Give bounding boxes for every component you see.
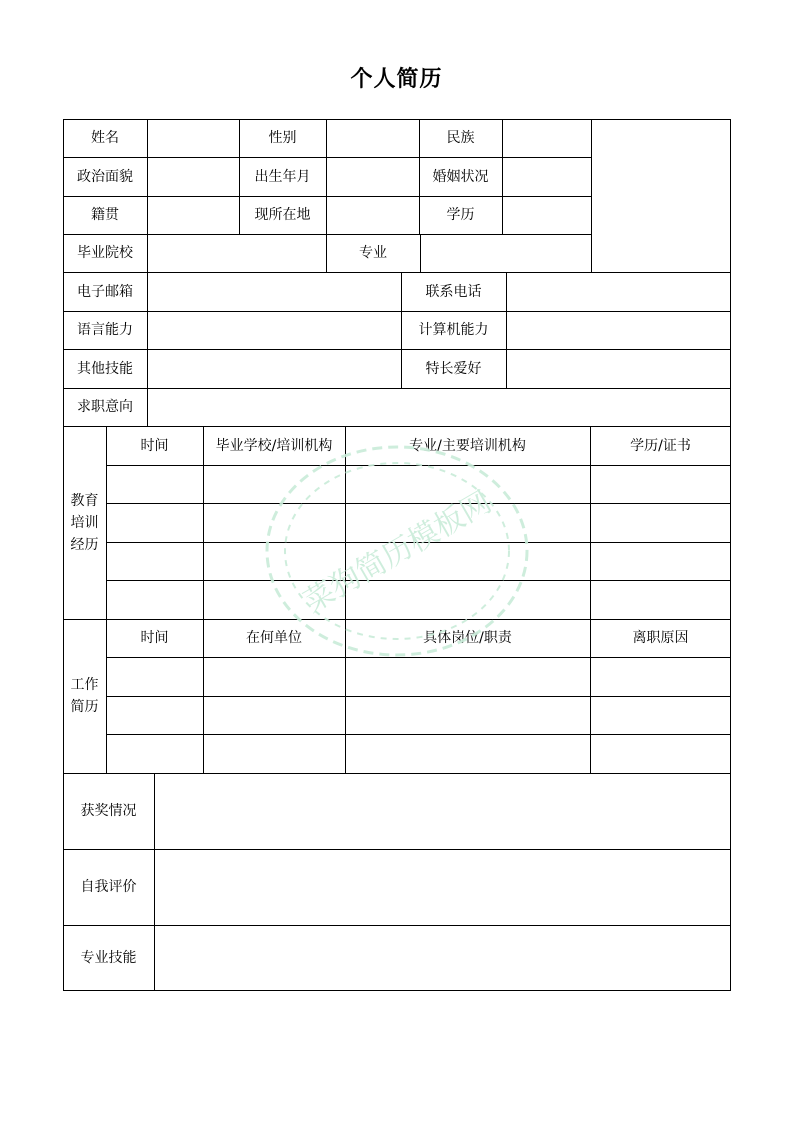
label-ethnicity: 民族 (446, 130, 475, 146)
label-professional-skills: 专业技能 (80, 950, 137, 966)
table-rule (63, 311, 731, 312)
education-header-degree: 学历/证书 (630, 437, 691, 454)
table-rule (63, 773, 731, 774)
label-political: 政治面貌 (77, 168, 133, 185)
work-header-position: 具体岗位/职责 (423, 630, 512, 646)
table-rule (345, 426, 346, 773)
table-rule (106, 696, 731, 697)
table-rule (502, 119, 503, 234)
table-rule (106, 580, 731, 581)
work-header-time: 时间 (140, 630, 169, 646)
education-section-label: 教育 培训 经历 (70, 492, 99, 553)
watermark-text: 菜狗简历模板网 (298, 484, 498, 620)
label-awards: 获奖情况 (80, 803, 137, 819)
label-degree: 学历 (446, 207, 475, 223)
table-rule (203, 426, 204, 773)
table-rule (506, 272, 507, 388)
table-rule (63, 849, 731, 850)
label-native-place: 籍贯 (91, 207, 119, 223)
table-rule (420, 234, 421, 272)
label-major: 专业 (359, 245, 387, 261)
label-residence: 现所在地 (254, 207, 311, 223)
table-rule (106, 426, 107, 773)
education-header-major: 专业/主要培训机构 (409, 437, 526, 454)
label-job-intent: 求职意向 (77, 399, 133, 415)
label-school: 毕业院校 (77, 245, 133, 261)
table-rule (590, 426, 591, 773)
table-rule (106, 503, 731, 504)
label-hobbies: 特长爱好 (425, 360, 482, 377)
label-name: 姓名 (91, 130, 119, 146)
table-rule (63, 388, 731, 389)
table-rule (106, 465, 731, 466)
label-marital: 婚姻状况 (432, 168, 489, 185)
label-language: 语言能力 (77, 322, 133, 338)
label-phone: 联系电话 (425, 283, 482, 300)
work-header-employer: 在何单位 (246, 630, 302, 646)
table-rule (63, 349, 731, 350)
label-birth: 出生年月 (254, 168, 311, 185)
table-rule (106, 734, 731, 735)
education-header-school: 毕业学校/培训机构 (215, 437, 333, 454)
education-header-time: 时间 (140, 437, 169, 454)
table-rule (63, 925, 731, 926)
page-title: 个人简历 (350, 67, 443, 92)
table-rule (147, 119, 148, 426)
table-rule (106, 542, 731, 543)
label-gender: 性别 (268, 130, 297, 146)
table-rule (154, 773, 155, 991)
label-email: 电子邮箱 (77, 283, 133, 300)
label-self-evaluation: 自我评价 (80, 879, 137, 895)
label-other-skills: 其他技能 (77, 360, 133, 377)
work-header-leave-reason: 离职原因 (632, 630, 689, 646)
table-rule (63, 272, 731, 273)
label-computer: 计算机能力 (418, 322, 489, 338)
table-rule (591, 119, 592, 272)
table-rule (106, 657, 731, 658)
work-section-label: 工作 简历 (70, 677, 99, 715)
